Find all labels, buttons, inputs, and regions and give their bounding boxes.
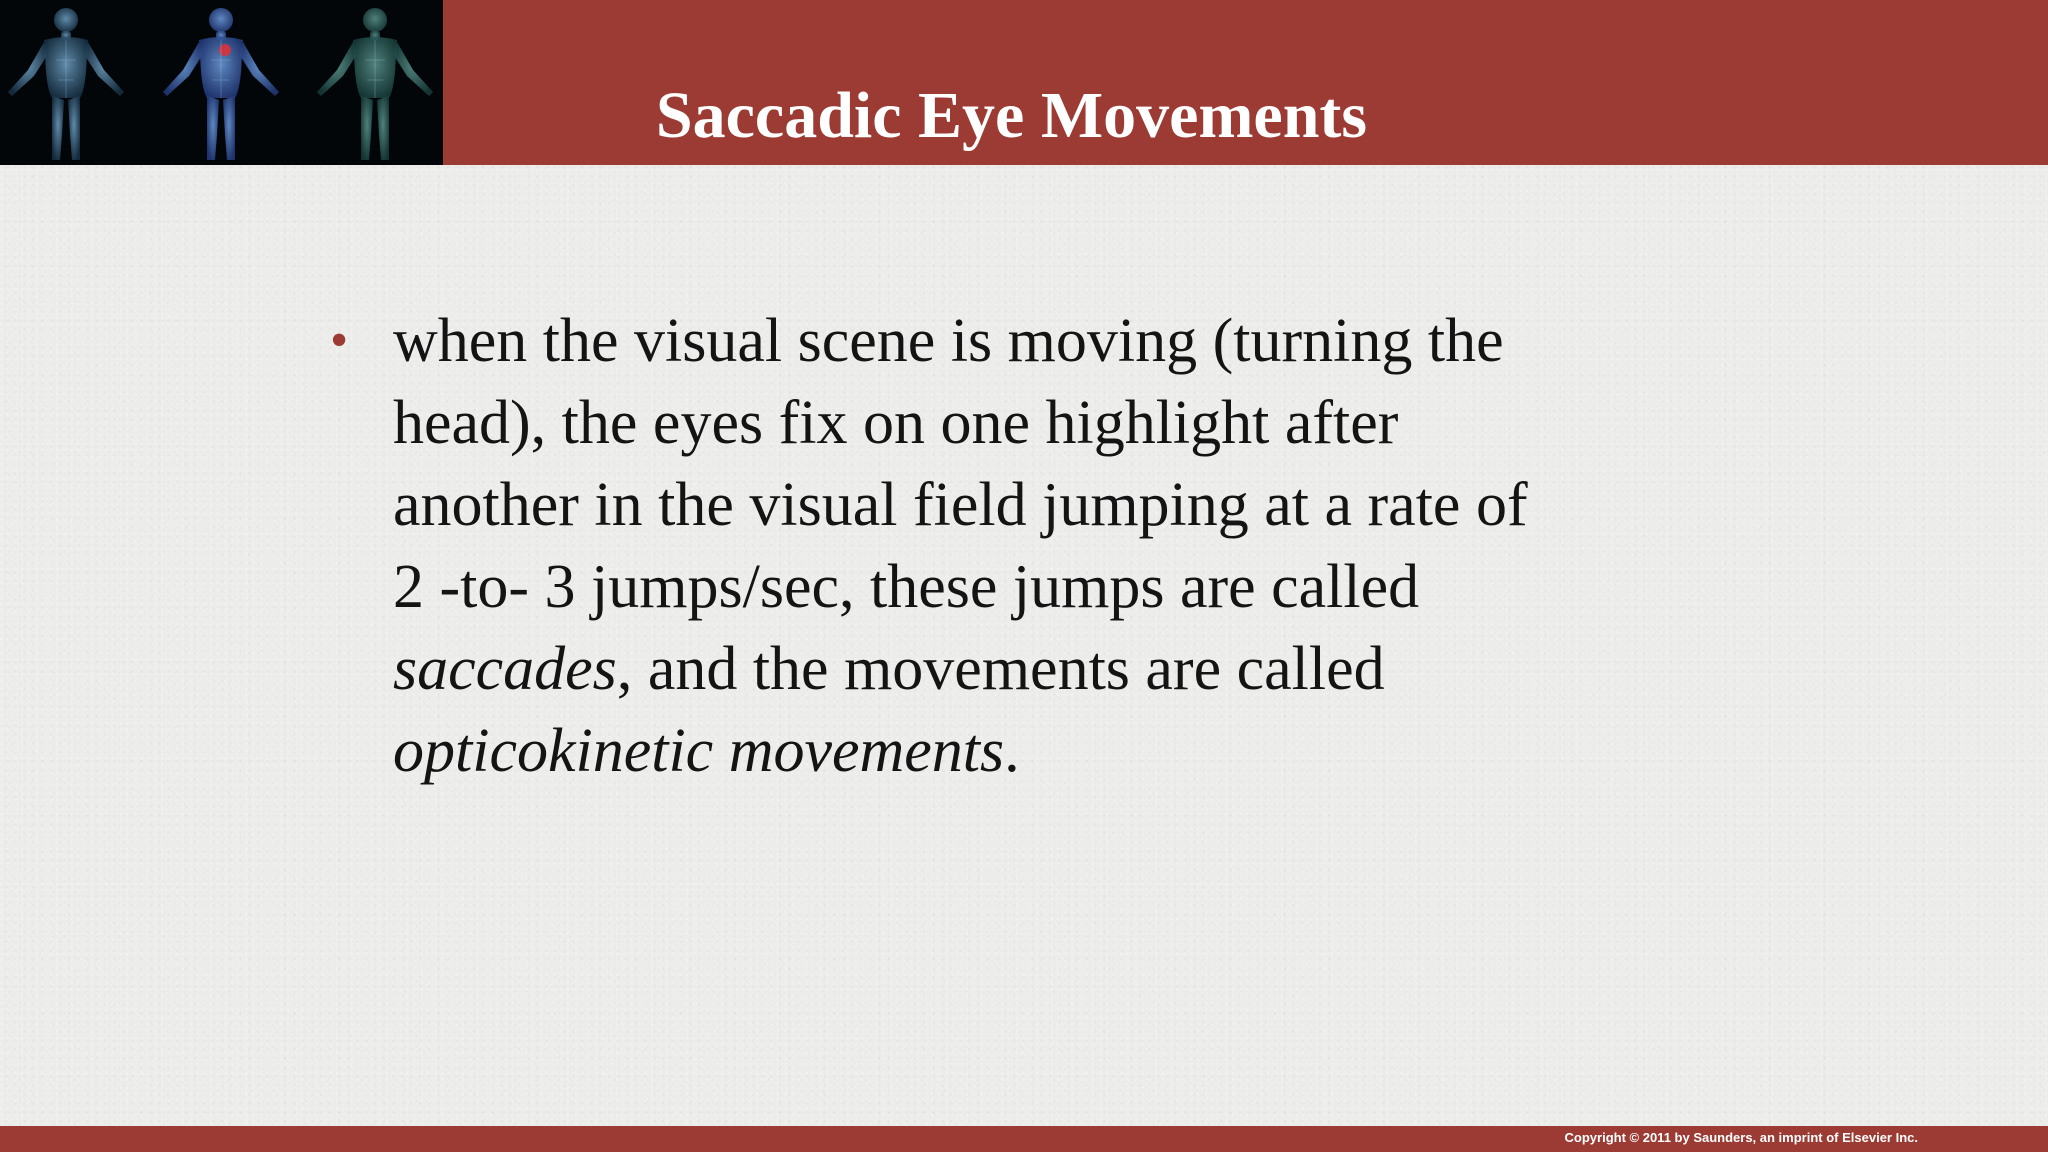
slide-body (330, 300, 1710, 792)
bullet-line (393, 464, 1710, 546)
italic-term-opticokinetic-movements: opticokinetic movements (393, 717, 1005, 785)
bullet-line (393, 628, 1710, 710)
text-segment: 2 -to- 3 jumps/sec, these jumps are called (393, 553, 1420, 621)
bullet-line (393, 382, 1710, 464)
slide-title: Saccadic Eye Movements (655, 79, 1368, 152)
text-segment: . (1004, 717, 1020, 785)
italic-term-saccades: saccades (393, 635, 617, 703)
copyright-notice: Copyright © 2011 by Saunders, an imprint of Elsevier Inc. (1564, 1130, 1918, 1145)
human-anatomy-figures-image (0, 0, 443, 165)
bullet-item (330, 300, 1710, 792)
bullet-marker: • (330, 312, 349, 369)
text-segment: when the visual scene is moving (turning the (393, 307, 1504, 375)
text-segment: , and the movements are called (616, 635, 1385, 703)
bullet-line (393, 546, 1710, 628)
bullet-text (393, 300, 1710, 792)
text-segment: head), the eyes fix on one highlight after (393, 389, 1399, 457)
bullet-line (393, 300, 1710, 382)
bullet-line (393, 710, 1710, 792)
text-segment: another in the visual field jumping at a rate of (393, 471, 1528, 539)
